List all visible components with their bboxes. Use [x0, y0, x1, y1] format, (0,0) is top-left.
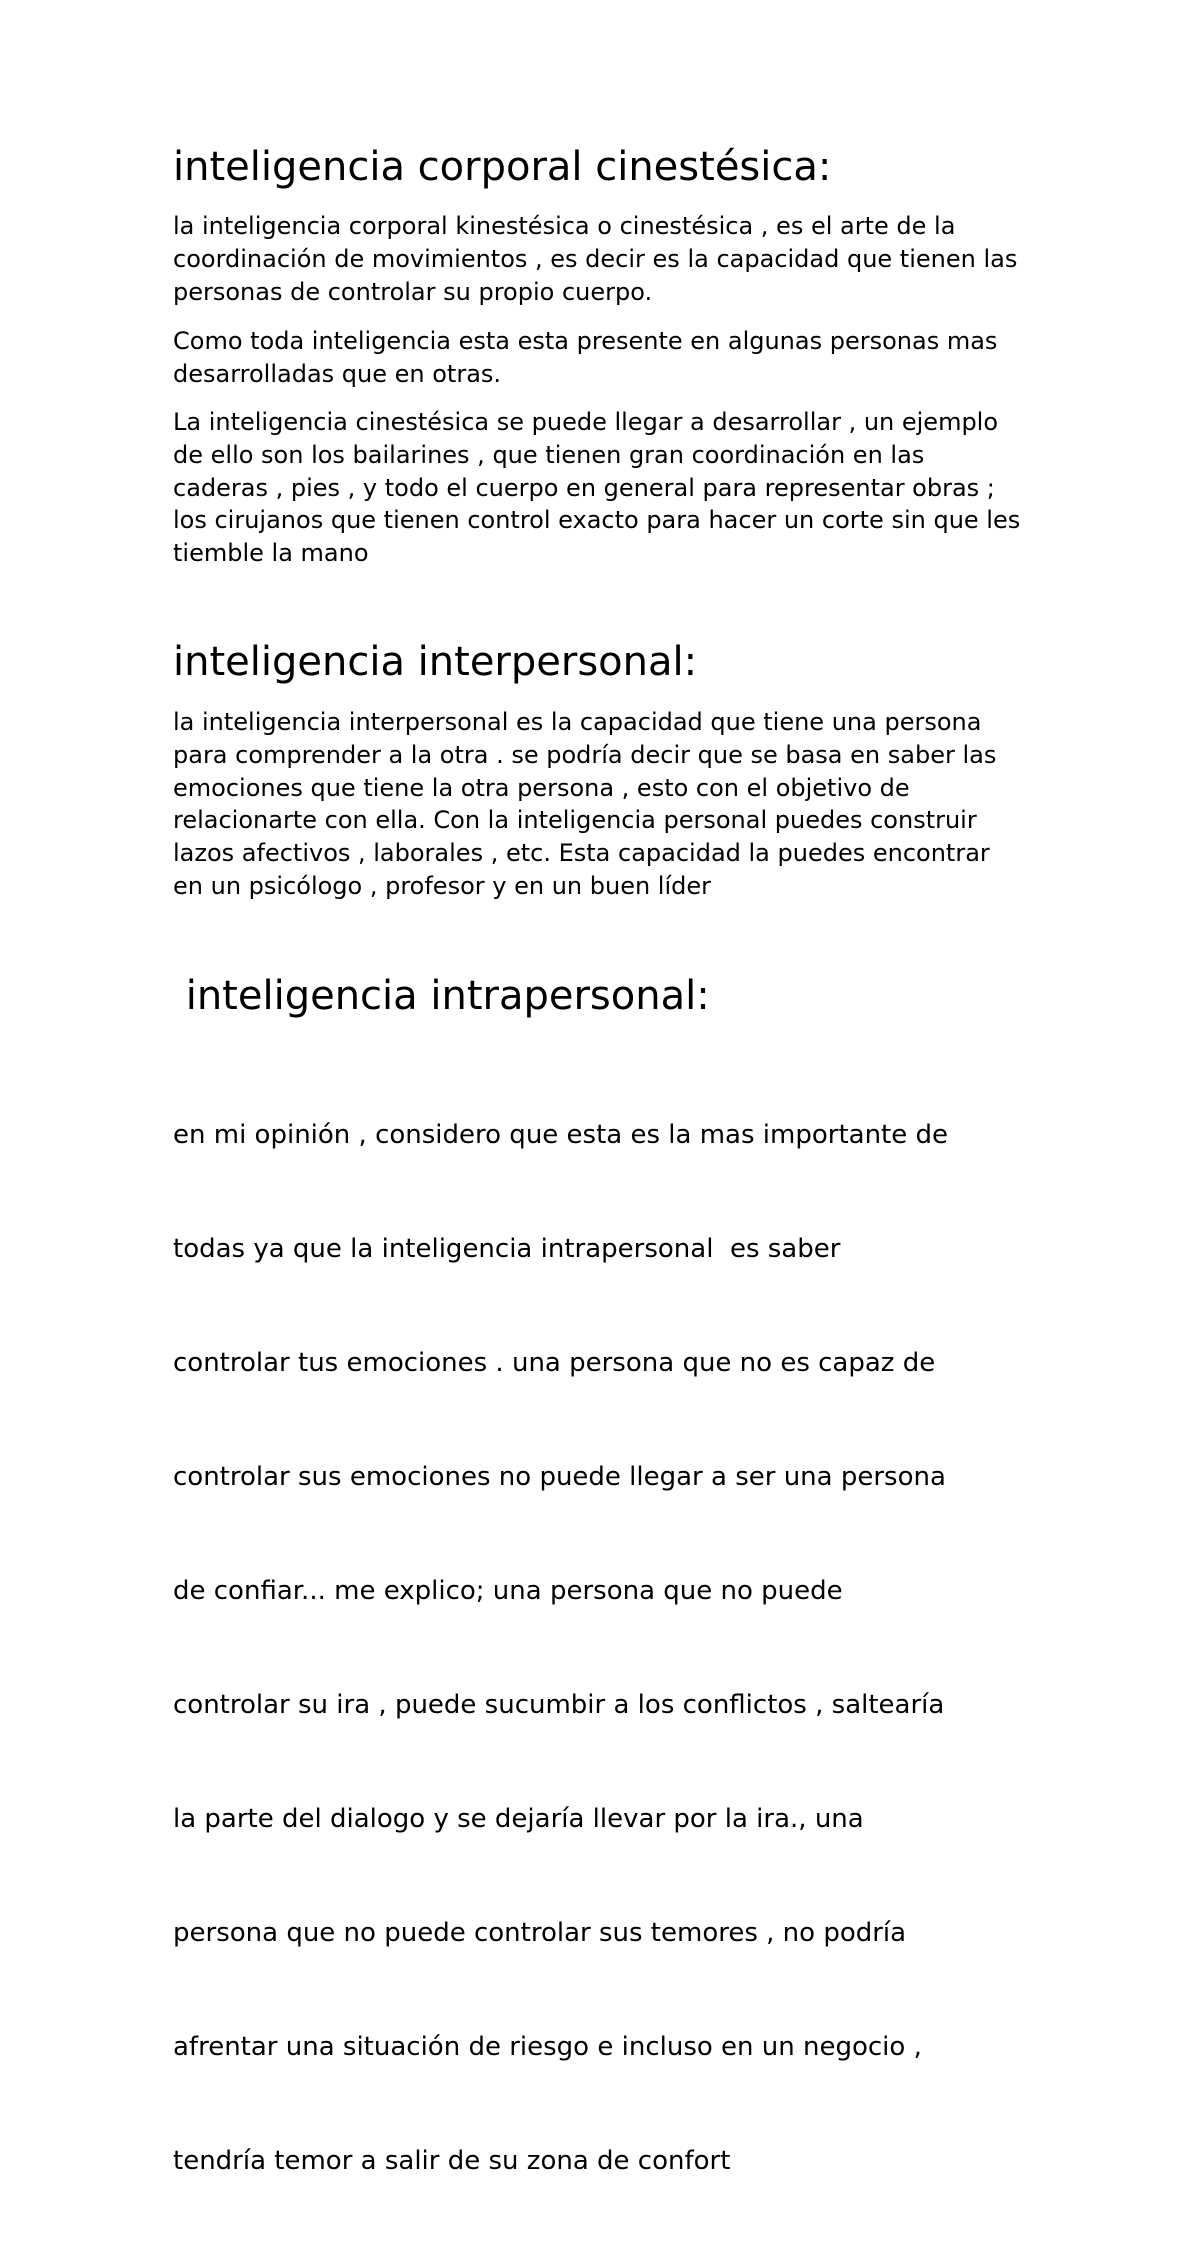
text-line: caderas , pies , y todo el cuerpo en general para representar obras ;: [173, 473, 995, 502]
text-line: en un psicólogo , profesor y en un buen líder: [173, 871, 711, 900]
text-line: para comprender a la otra . se podría decir que se basa en saber las: [173, 740, 997, 769]
text-line: la inteligencia corporal kinestésica o cinestésica , es el arte de la: [173, 212, 956, 240]
text-line: la parte del dialogo y se dejaría llevar por la ira., una: [173, 1804, 864, 1834]
paragraph-corporal-definition: [173, 210, 1053, 308]
text-line: tiemble la mano: [173, 539, 369, 568]
text-line: La inteligencia cinestésica se puede llegar a desarrollar , un ejemplo: [173, 408, 999, 436]
section-heading-interpersonal: inteligencia interpersonal:: [173, 639, 698, 685]
text-line: afrentar una situación de riesgo e incluso en un negocio ,: [173, 2032, 922, 2062]
text-line: de ello son los bailarines , que tienen gran coordinación en las: [173, 440, 925, 469]
text-line: todas ya que la inteligencia intrapersonal es saber: [173, 1234, 841, 1264]
text-line: controlar tus emociones . una persona que no es capaz de: [173, 1348, 936, 1378]
text-line: relacionarte con ella. Con la inteligencia personal puedes construir: [173, 806, 977, 835]
text-line: los cirujanos que tienen control exacto para hacer un corte sin que les: [173, 506, 1021, 535]
text-line: en mi opinión , considero que esta es la mas importante de: [173, 1120, 948, 1150]
text-line: Como toda inteligencia esta esta presente en algunas personas mas: [173, 327, 998, 355]
text-line: la inteligencia interpersonal es la capacidad que tiene una persona: [173, 708, 982, 736]
text-line: personas de controlar su propio cuerpo.: [173, 277, 653, 306]
text-line: lazos afectivos , laborales , etc. Esta capacidad la puedes encontrar: [173, 839, 990, 868]
text-line: persona que no puede controlar sus temores , no podría: [173, 1918, 907, 1948]
paragraph-interpersonal-definition: [173, 706, 1053, 903]
text-line: controlar sus emociones no puede llegar a ser una persona: [173, 1462, 946, 1492]
section-heading-intrapersonal: inteligencia intrapersonal:: [173, 973, 710, 1019]
paragraph-intrapersonal-opinion: [173, 1040, 1053, 2256]
text-line: controlar su ira , puede sucumbir a los conflictos , saltearía: [173, 1690, 945, 1720]
text-line: desarrolladas que en otras.: [173, 359, 502, 388]
text-line: de confiar... me explico; una persona que no puede: [173, 1576, 843, 1606]
paragraph-corporal-presence: [173, 325, 1053, 391]
paragraph-corporal-examples: [173, 406, 1053, 570]
text-line: tendría temor a salir de su zona de confort: [173, 2146, 731, 2176]
text-line: coordinación de movimientos , es decir es la capacidad que tienen las: [173, 244, 1018, 273]
section-heading-corporal: inteligencia corporal cinestésica:: [173, 144, 832, 190]
text-line: emociones que tiene la otra persona , esto con el objetivo de: [173, 773, 910, 802]
